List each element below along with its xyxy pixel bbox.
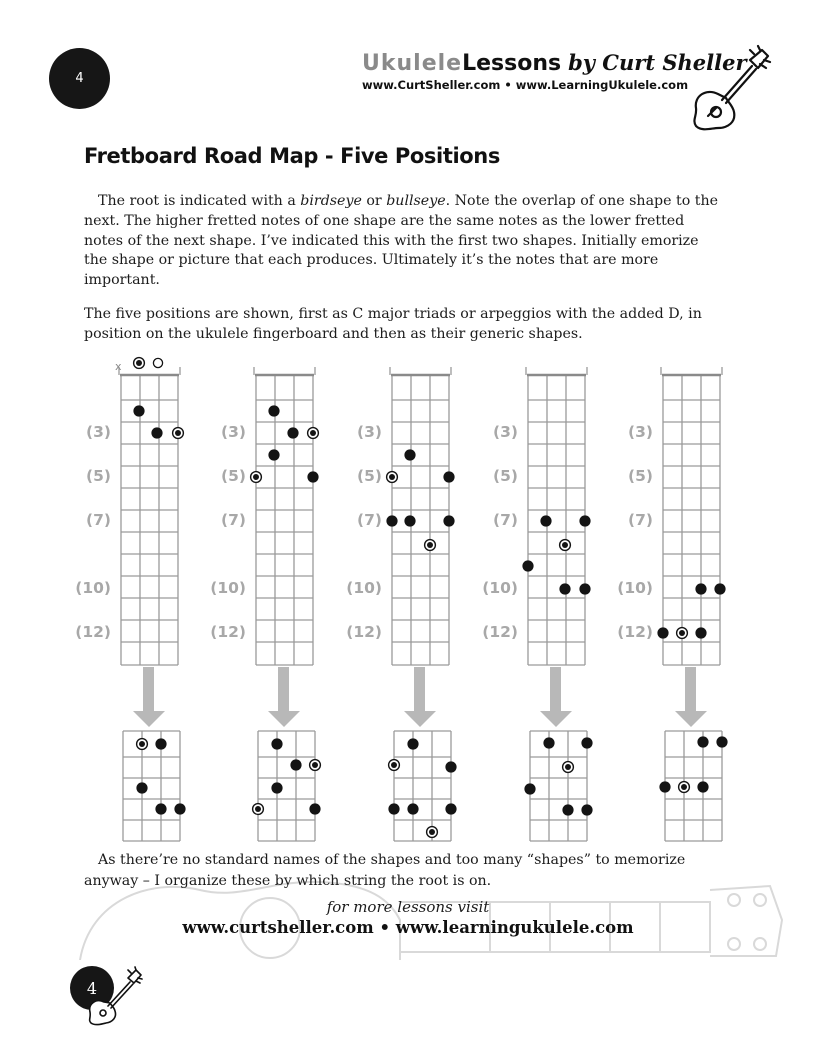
brand-ukulele: Ukulele (362, 51, 463, 76)
footer-visit-text: for more lessons visit (326, 898, 490, 916)
fretboard-position-2 (251, 367, 321, 841)
fret-label: (5) (493, 467, 518, 485)
fret-label: (7) (221, 511, 246, 529)
fret-label: (5) (86, 467, 111, 485)
fret-label: (5) (357, 467, 382, 485)
fret-label: (12) (346, 623, 382, 641)
fretboard-position-4 (522, 367, 592, 841)
brand-lessons: Lessons (462, 51, 562, 76)
intro-bullseye: bullseye (386, 193, 446, 209)
fret-labels-position-1 (75, 423, 111, 641)
intro-or: or (361, 193, 387, 209)
brand-author: by Curt Sheller (568, 50, 747, 75)
closing-text: As there’re no standard names of the shapes and too many “shapes” to memorize anyway – I organize these by which string the root is on. (84, 852, 686, 889)
brand-websites: www.CurtSheller.com • www.LearningUkulele.com (362, 78, 689, 92)
footer-ukulele-icon (86, 966, 144, 1026)
fret-label: (10) (210, 579, 246, 597)
fret-label: (5) (628, 467, 653, 485)
fret-label: (12) (617, 623, 653, 641)
fret-label: (5) (221, 467, 246, 485)
fret-label: (3) (357, 423, 382, 441)
page-title: Fretboard Road Map - Five Positions (84, 144, 500, 168)
muted-string-mark: x (115, 360, 122, 373)
intro-text-b: . Note the overlap of one shape to the next. The higher fretted notes of one shape are the same notes as the lower fretted notes of the next shape. I’ve indicated this with the first two shapes. Initially emorize the shape or picture that each produces. Ultimately it’s the notes that are more important. (84, 193, 718, 289)
fretboard-position-3 (386, 367, 456, 841)
footer-page-number: 4 (86, 978, 98, 998)
fret-label: (3) (628, 423, 653, 441)
fret-label: (3) (493, 423, 518, 441)
fret-label: (7) (493, 511, 518, 529)
footer-websites: www.curtsheller.com • www.learningukulele.com (182, 918, 634, 937)
fret-label: (7) (628, 511, 653, 529)
fret-label: (10) (617, 579, 653, 597)
fretboard-position-1 (115, 358, 186, 841)
fret-labels-position-5 (617, 423, 653, 641)
fret-labels-position-3 (346, 423, 382, 641)
fret-label: (10) (346, 579, 382, 597)
fret-labels-position-4 (482, 423, 518, 641)
fretboard-position-5 (657, 367, 727, 841)
intro-birdseye: birdseye (300, 193, 362, 209)
intro-paragraph-2: The five positions are shown, first as C major triads or arpeggios with the added D, in position on the ukulele fingerboard and then as their generic shapes. (84, 306, 702, 342)
fret-label: (10) (482, 579, 518, 597)
fret-label: (10) (75, 579, 111, 597)
page-number: 4 (75, 71, 84, 86)
fret-label: (7) (86, 511, 111, 529)
intro-text-a: The root is indicated with a (98, 193, 301, 209)
fret-labels-position-2 (210, 423, 246, 641)
fret-label: (12) (210, 623, 246, 641)
closing-paragraph (84, 850, 724, 891)
fret-label: (3) (86, 423, 111, 441)
fret-label: (3) (221, 423, 246, 441)
fret-label: (12) (75, 623, 111, 641)
fret-label: (7) (357, 511, 382, 529)
fret-label: (12) (482, 623, 518, 641)
